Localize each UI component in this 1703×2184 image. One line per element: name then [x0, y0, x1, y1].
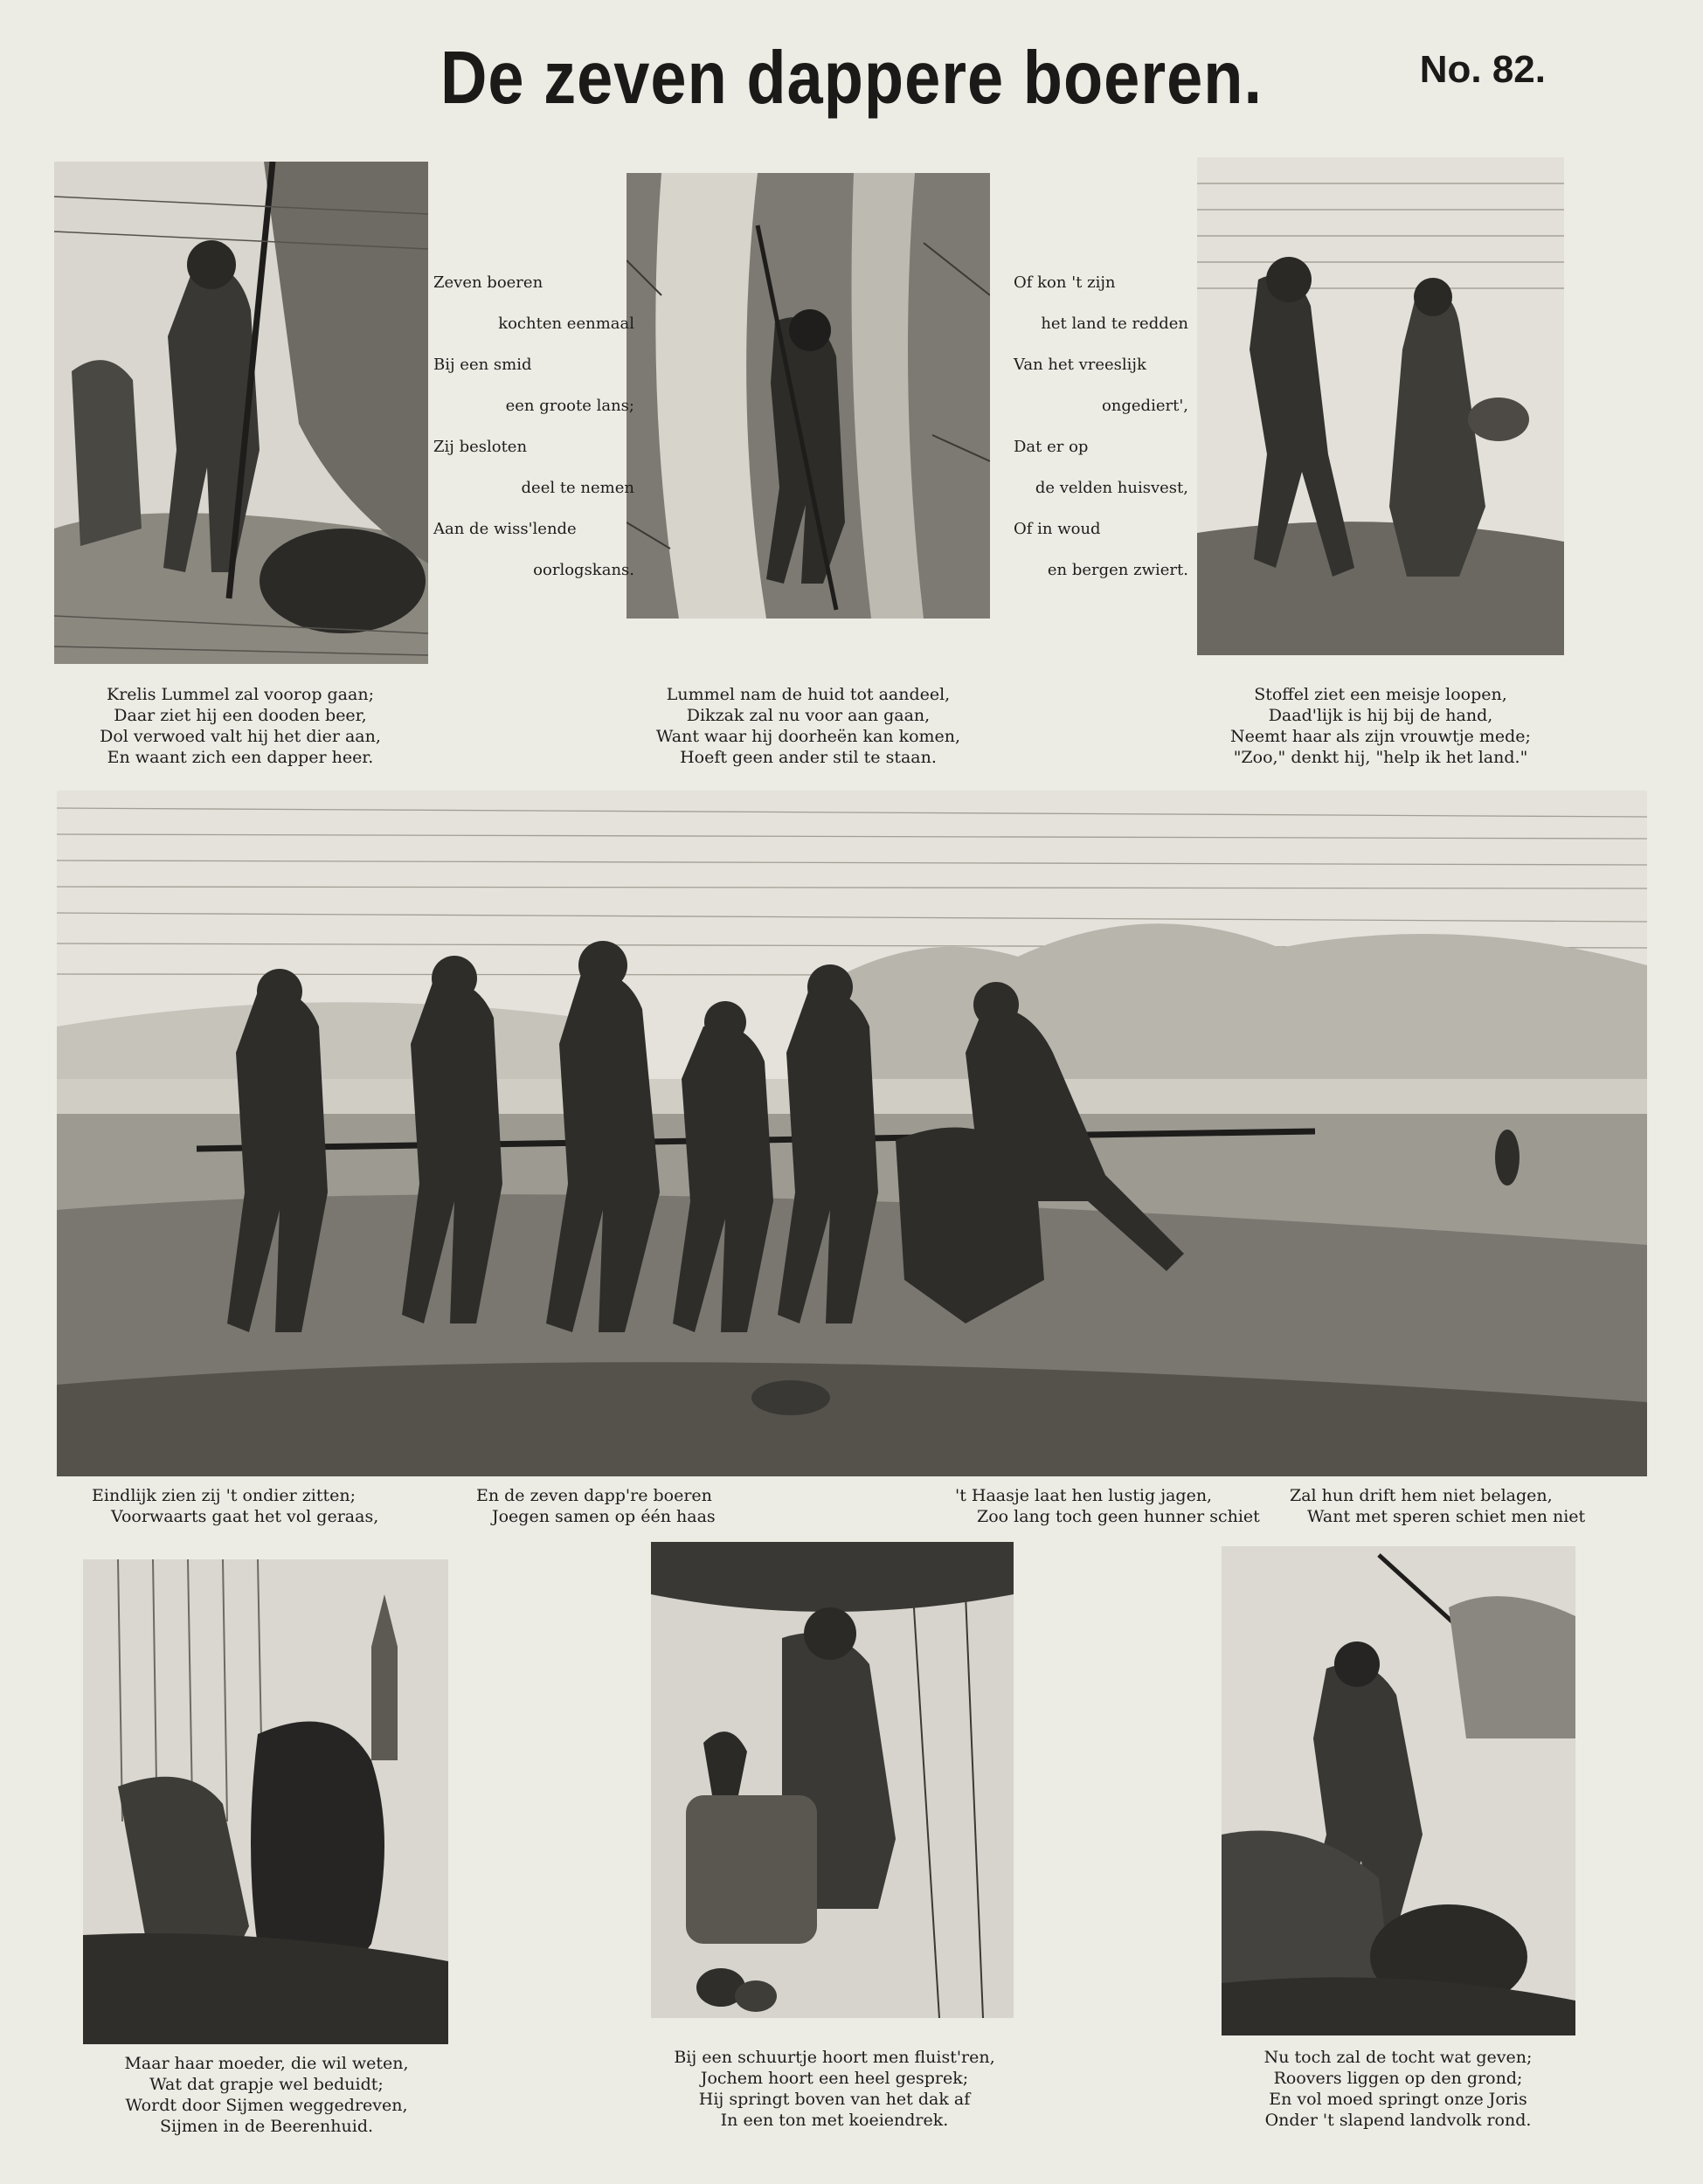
caption-line: Dol verwoed valt hij het dier aan, [100, 727, 381, 746]
caption-line: Joegen samen op één haas [492, 1507, 716, 1526]
caption-line: Zoo lang toch geen hunner schiet [977, 1507, 1260, 1526]
caption-bottom-right [1210, 2047, 1586, 2131]
caption-middle-3 [955, 1485, 1260, 1527]
stanza-line: een groote lans; [505, 397, 634, 415]
engraving-bear-mother [83, 1559, 448, 2044]
caption-top-right [1188, 684, 1573, 768]
caption-middle-4 [1290, 1485, 1585, 1527]
caption-line: Wat dat grapje wel beduidt; [149, 2075, 384, 2094]
caption-line: Bij een schuurtje hoort men fluist'ren, [674, 2048, 995, 2067]
stanza-right [1014, 262, 1188, 591]
stanza-line: en bergen zwiert. [1047, 561, 1188, 579]
engraving-dikzak-tree [627, 173, 990, 619]
caption-line: Stoffel ziet een meisje loopen, [1254, 685, 1507, 704]
caption-line: Daad'lijk is hij bij de hand, [1268, 706, 1493, 725]
stanza-line: Aan de wiss'lende [433, 520, 577, 538]
stanza-line: ongediert', [1101, 397, 1188, 415]
caption-line: Maar haar moeder, die wil weten, [124, 2054, 409, 2073]
caption-line: Lummel nam de huid tot aandeel, [666, 685, 951, 704]
stanza-line: Zij besloten [433, 438, 528, 456]
caption-line: Neemt haar als zijn vrouwtje mede; [1230, 727, 1531, 746]
caption-line: Hij springt boven van het dak af [698, 2090, 971, 2109]
caption-line: Sijmen in de Beerenhuid. [159, 2117, 374, 2136]
engraving-seven-farmers-hare [57, 791, 1647, 1476]
caption-line: Krelis Lummel zal voorop gaan; [107, 685, 374, 704]
caption-line: 't Haasje laat hen lustig jagen, [955, 1486, 1213, 1505]
caption-line: Zal hun drift hem niet belagen, [1290, 1486, 1553, 1505]
stanza-line: Of kon 't zijn [1014, 273, 1116, 292]
engraving-lummel-bear [54, 162, 428, 664]
stanza-line: Of in woud [1014, 520, 1101, 538]
caption-line: Jochem hoort een heel gesprek; [700, 2069, 969, 2088]
caption-bottom-center [642, 2047, 1027, 2131]
caption-line: En vol moed springt onze Joris [1269, 2090, 1527, 2109]
stanza-line: deel te nemen [521, 479, 634, 497]
caption-top-left [52, 684, 428, 768]
caption-line: Dikzak zal nu voor aan gaan, [686, 706, 931, 725]
stanza-line: de velden huisvest, [1035, 479, 1188, 497]
caption-line: Roovers liggen op den grond; [1273, 2069, 1523, 2088]
caption-line: Wordt door Sijmen weggedreven, [125, 2096, 408, 2115]
stanza-line: Van het vreeslijk [1014, 356, 1146, 374]
stanza-line: Bij een smid [433, 356, 532, 374]
caption-line: Hoeft geen ander stil te staan. [680, 748, 937, 767]
caption-bottom-left [79, 2053, 454, 2137]
engraving-jochem-barrel [651, 1542, 1014, 2018]
stanza-line: het land te redden [1041, 314, 1188, 333]
stanza-line: oorlogskans. [533, 561, 634, 579]
stanza-line: kochten eenmaal [498, 314, 634, 333]
caption-line: Onder 't slapend landvolk rond. [1264, 2111, 1532, 2130]
page-title: De zeven dappere boeren. [440, 36, 1263, 120]
caption-line: Voorwaarts gaat het vol geraas, [111, 1507, 379, 1526]
caption-line: "Zoo," denkt hij, "help ik het land." [1233, 748, 1528, 767]
sheet-number: No. 82. [1419, 48, 1546, 91]
caption-line: Want met speren schiet men niet [1307, 1507, 1586, 1526]
stanza-line: Dat er op [1014, 438, 1089, 456]
caption-line: Nu toch zal de tocht wat geven; [1263, 2048, 1533, 2067]
caption-top-center [620, 684, 996, 768]
caption-line: Want waar hij doorheën kan komen, [655, 727, 961, 746]
caption-line: In een ton met koeiendrek. [720, 2111, 949, 2130]
caption-middle-2 [476, 1485, 716, 1527]
caption-line: En de zeven dapp're boeren [476, 1486, 712, 1505]
caption-line: Eindlijk zien zij 't ondier zitten; [92, 1486, 356, 1505]
stanza-left [433, 262, 634, 591]
engraving-stoffel-girl [1197, 157, 1564, 655]
caption-line: Daar ziet hij een dooden beer, [114, 706, 367, 725]
stanza-line: Zeven boeren [433, 273, 543, 292]
engraving-joris-robbers [1222, 1546, 1575, 2035]
caption-middle-1 [92, 1485, 378, 1527]
caption-line: En waant zich een dapper heer. [107, 748, 374, 767]
